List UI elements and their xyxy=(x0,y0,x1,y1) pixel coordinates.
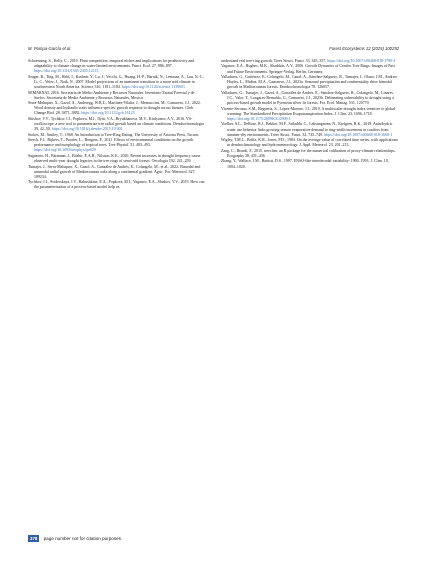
reference-doi-link[interactable]: https://doi.org/10.1007/s00468-018-1780-2 xyxy=(327,58,396,63)
reference-doi-link[interactable]: https://doi.org/10.1111/1365-2435.12115 xyxy=(34,68,99,74)
reference-text: Sterck, F.J., Rijkers, T., Poorter, L., Bongers, F., 2011. Effects of environmental conditions on the growth performance and morphology of tropical trees. Tree Physiol. 31, 483–493. xyxy=(28,137,194,148)
reference-text: Schoenning, S., Kelly, C., 2019. Plant competition, temporal niches and implications for productivity and adaptability to climate change in water-limited environments. Funct. Ecol. 27, 886–897. xyxy=(28,58,195,69)
reference-entry xyxy=(221,148,399,158)
reference-entry xyxy=(28,153,206,163)
reference-entry xyxy=(221,158,399,168)
reference-entry xyxy=(221,63,399,73)
references-column-right xyxy=(221,58,399,169)
reference-entry xyxy=(221,74,399,89)
reference-entry xyxy=(221,137,399,147)
reference-entry xyxy=(221,106,399,121)
reference-entry xyxy=(28,74,206,89)
reference-text: SEMARNAT, 2016. Secretaría de Medio Ambiente y Recursos Naturales. Inventario Estatal Forestal y de Suelos. Secretaría de Medio Ambiente y Recursos Naturales, Mexico. xyxy=(28,89,195,100)
reference-text: Zhang, Y., Wallace, J.M., Battisti, D.S., 1997. ENSO-like interdecadal variability: 1900–1993. J. Clim. 10, 1004–1020. xyxy=(221,158,389,169)
reference-doi-link[interactable]: https://doi.org/10.1175/2009JCLI2909.1 xyxy=(227,115,291,121)
reference-entry xyxy=(28,116,206,131)
reference-doi-link[interactable]: https://doi.org/10.1016/j.dendro.2015.10.001 xyxy=(51,126,123,132)
reference-text: Tumajer, J., Serra-Maluquer, X., Gazol, A., González de Andrés, E., Colangelo, M., et al., 2022. Bimodal and unimodal radial growth of Mediterranean oaks along a continental gradient. Agric. For. Meteorol. 327, 109234. xyxy=(28,163,201,179)
reference-doi-link[interactable]: https://doi.org/10.1111/gcb.16123 xyxy=(81,110,135,116)
reference-text: Wigley, T.M.L., Briffa, K.R., Jones, P.D., 1984. On the average value of correlated time series, with applications in dendroclimatology and hydrometeorology. J. Appl. Meteorol. 23, 201–213. xyxy=(221,137,399,148)
reference-doi-link[interactable]: https://doi.org/10.1093/treephys/tpr029 xyxy=(34,147,96,153)
reference-text: Vicente-Serrano, S.M., Beguería, S., López-Moreno, J.I., 2010. A multiscalar drought index sensitive to global warming: The Standardized Precipitation Evapotranspiration Index. J. Clim. 23, 1696–1718. xyxy=(221,105,396,116)
reference-entry xyxy=(221,90,399,105)
header-journal: Forest Ecosystems 12 (2025) 100292 xyxy=(329,46,399,51)
reference-text: understand real tree-ring growth. Trees Struct. Funct. 33, 345–357. xyxy=(221,58,328,63)
references-column-left xyxy=(28,58,206,190)
reference-text: Sugimoto, H., Bärmann, J., Eltahir, E.A.B., Nilsson, K.E., 2020. Recent increases in drought frequency cause observed multi-year drought legacies in the tree rings of semi-arid forests. Oecologia 192, 241–259. xyxy=(28,152,201,164)
reference-text: Zang, C., Biondi, F., 2015. treeclim: an R package for the numerical calibration of proxy-climate relationships. Ecography 38, 431–436. xyxy=(221,147,396,158)
reference-entry xyxy=(28,100,206,115)
reference-entry xyxy=(221,121,399,136)
reference-text: Stokes, M., Smiley, T., 1968. An Introduction to Tree-Ring Dating. The University of Arizona Press, Tucson. xyxy=(28,131,200,137)
reference-text: Seager, R., Ting, M., Held, I., Kushnir, Y., Lu, J., Vecchi, G., Huang, H.-P., Harnik, N., Leetmaa, A., Lau, N.-C., Li, C., Velez, J., Naik, N., 2007. Model projections of an imminent transition to a more arid climate in southwestern North America. Science 316, 1181–1184. xyxy=(28,73,205,90)
reference-text: Tychkov, I.I., Sviderskaya, I.V., Babushkina, E.A., Popkova, M.I., Vaganov, E.A., Shishov, V.V., 2019. How can the parameterization of a process-based model help us xyxy=(28,179,205,190)
reference-entry xyxy=(28,179,206,189)
reference-text: Voelker, S.L., DeRose, R.J., Bekker, M.F., Sriladda, C., Leksungnoen, N., Kjelgren, R.K., 2018. Anisohydric water use behavior links growing season evaporative demand to ring-width increment in conifers from summer-dry environments. Trees Struct. Funct. 32, 735–749. xyxy=(221,121,393,137)
reference-entry xyxy=(221,58,399,63)
reference-text: Vaganov, E.A., Hughes, M.K., Shashkin, A.V., 2006. Growth Dynamics of Conifer Tree Rings: Images of Past and Future Environments. Springer-Verlag, Berlin, Germany. xyxy=(221,63,395,74)
reference-text: Shishov, V.V., Tychkov, I.I., Popkova, M.I., Ilyin, V.A., Bryukhanova, M.V., Kirdyanov, A.V., 2016. VS-oscilloscope: a new tool to parameterize tree radial growth based on climate conditions. Dendrochronologia 39, 42–50. xyxy=(28,115,204,132)
footer-note: page number not for citation purposes xyxy=(43,536,121,541)
page-number-badge: 378 xyxy=(30,536,38,541)
reference-entry xyxy=(28,132,206,137)
running-header xyxy=(28,46,399,56)
reference-doi-link[interactable]: https://doi.org/10.1126/science.1139601 xyxy=(121,84,185,90)
reference-doi-link[interactable]: https://doi.org/10.1007/s00468-018-1668-1 xyxy=(324,131,393,137)
reference-text: Valladares, G., Tumajer, J., Gazol, A., González de Andrés, E., Sánchez-Salguero, R., Colangelo, M., Linares, J.C., Valor, T., Longares-Bernaldo, G., Camarero, J.J., 2023b. Delineating vulnerability to drought using a process-based growth model in Pyrenean silver fir forests. For. Ecol. Manag. 531, 120770. xyxy=(221,89,394,106)
reference-entry xyxy=(28,137,206,152)
page-footer xyxy=(28,535,228,545)
reference-entry xyxy=(28,90,206,100)
reference-text: Valladares, G., Gutiérrez, E., Colangelo, M., Gazol, A., Sánchez-Salguero, R., Tumajer, J., Olano, J.M., Andreu-Hayles, L., Muñoz, M.A., Camarero, J.J., 2023a. Seasonal precipitation and continentality drive bimodal growth in Mediterranean forests. Dendrochronologia 78, 126057. xyxy=(221,74,398,90)
header-authors: M. Pompa-García et al. xyxy=(28,46,72,51)
reference-text: Serra-Maluquer, X., Gazol, A., Anderegg, W.R.L., Martínez-Vilalta, J., Mencuccini, M., Camarero, J.J., 2022. Wood density and hydraulic traits influence species' growth response to drought across biomes. Glob. Change Biol. 28, 3871–3882. xyxy=(28,100,201,116)
reference-entry xyxy=(28,164,206,179)
reference-entry xyxy=(28,58,206,73)
